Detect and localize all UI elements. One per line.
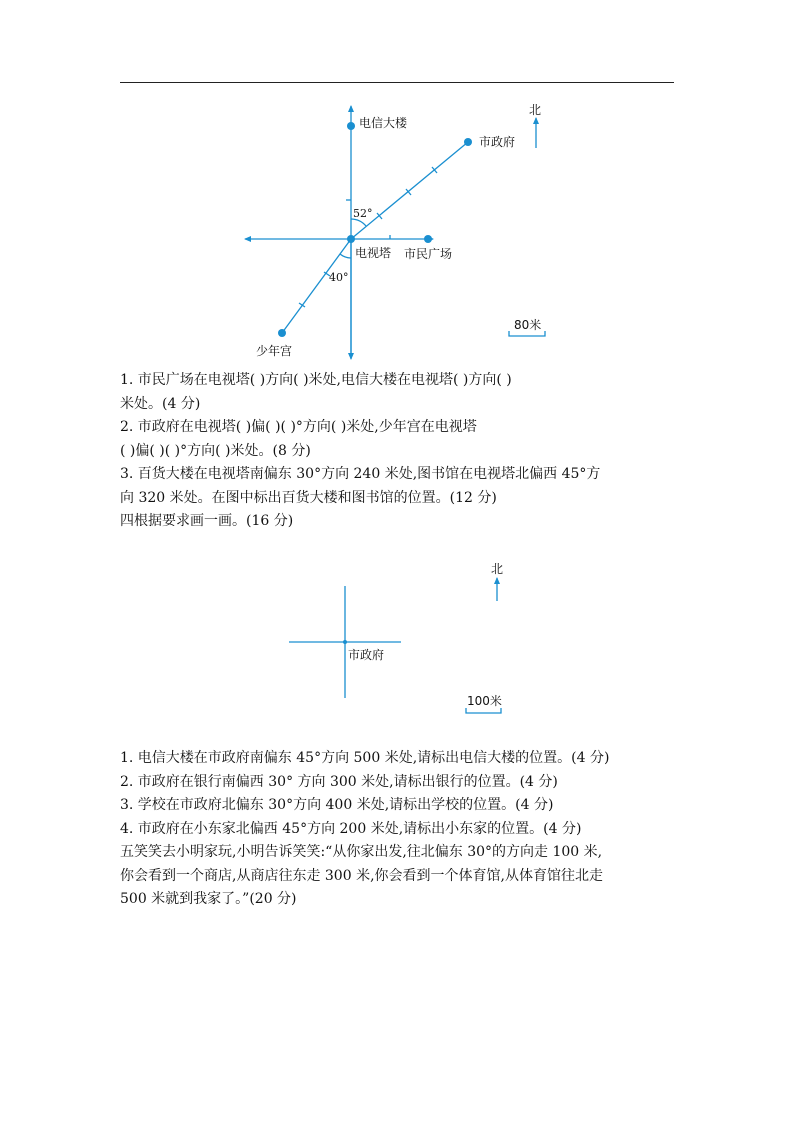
question-line: 1. 市民广场在电视塔( )方向( )米处,电信大楼在电视塔( )方向( ) xyxy=(120,372,512,388)
angle-label-40: 40° xyxy=(329,271,349,284)
label-city-hall-2: 市政府 xyxy=(348,648,385,662)
question-line: 向 320 米处。在图中标出百货大楼和图书馆的位置。(12 分) xyxy=(120,489,497,506)
section-5-line: 五笑笑去小明家玩,小明告诉笑笑:“从你家出发,往北偏东 30°的方向走 100 米, xyxy=(120,844,603,860)
question-line: 米处。(4 分) xyxy=(120,395,201,412)
section-5-line: 你会看到一个商店,从商店往东走 300 米,你会看到一个体育馆,从体育馆往北走 xyxy=(120,867,603,884)
label-tv-tower: 电视塔 xyxy=(355,246,392,260)
question-line: 3. 百货大楼在电视塔南偏东 30°方向 240 米处,图书馆在电视塔北偏西 45°方 xyxy=(120,466,601,482)
label-city-hall: 市政府 xyxy=(479,135,516,149)
questions-part4 xyxy=(120,747,680,912)
label-city-square: 市民广场 xyxy=(404,247,453,261)
scale-label-1: 80米 xyxy=(514,318,542,332)
scale-bar-2 xyxy=(466,708,501,713)
question-line: ( )偏( )( )°方向( )米处。(8 分) xyxy=(120,442,311,459)
section-heading-4: 四根据要求画一画。(16 分) xyxy=(120,513,294,529)
section-5-line: 500 米就到我家了。”(20 分) xyxy=(120,891,297,907)
question-line: 4. 市政府在小东家北偏西 45°方向 200 米处,请标出小东家的位置。(4 分) xyxy=(120,820,582,837)
label-telecom-building: 电信大楼 xyxy=(359,116,408,130)
point-center-2 xyxy=(343,640,347,644)
north-label-2: 北 xyxy=(491,562,504,576)
angle-label-52: 52° xyxy=(353,207,373,220)
question-line: 2. 市政府在电视塔( )偏( )( )°方向( )米处,少年宫在电视塔 xyxy=(120,419,477,435)
question-line: 1. 电信大楼在市政府南偏东 45°方向 500 米处,请标出电信大楼的位置。(4 分) xyxy=(120,750,610,766)
question-line: 3. 学校在市政府北偏东 30°方向 400 米处,请标出学校的位置。(4 分) xyxy=(120,797,554,813)
label-youth-palace: 少年宫 xyxy=(256,344,293,358)
north-label-1: 北 xyxy=(529,103,542,117)
question-line: 2. 市政府在银行南偏西 30° 方向 300 米处,请标出银行的位置。(4 分) xyxy=(120,773,558,790)
scale-label-2: 100米 xyxy=(467,694,502,708)
